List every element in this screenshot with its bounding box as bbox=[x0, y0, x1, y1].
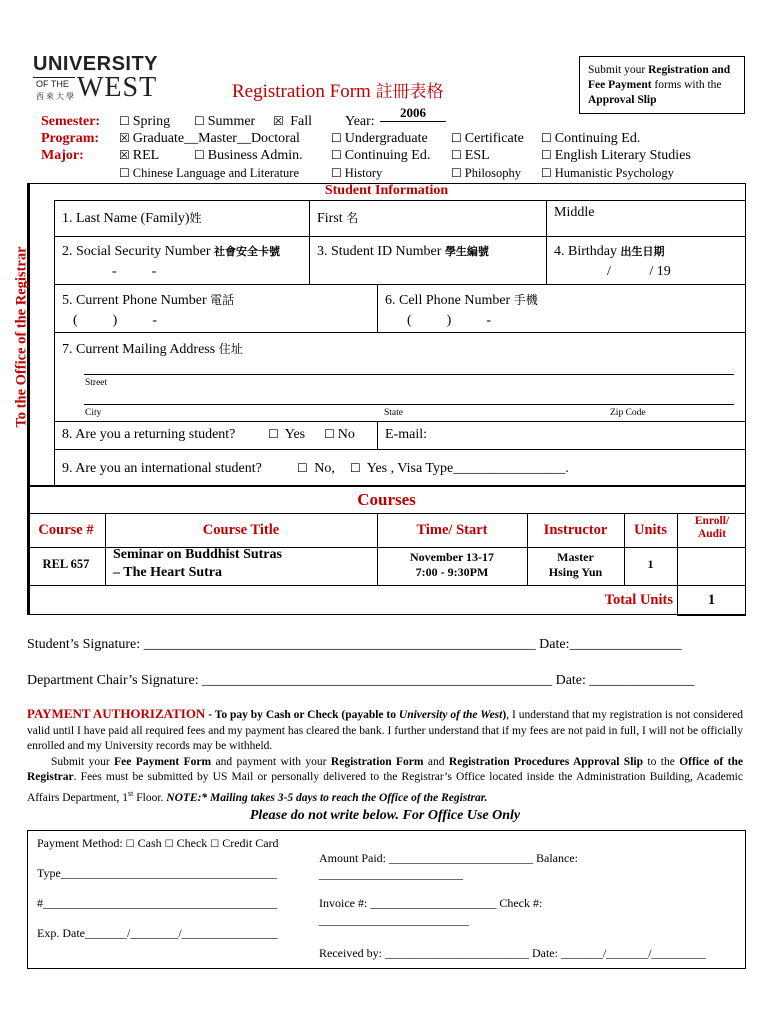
birthday-field[interactable] bbox=[554, 243, 665, 260]
last-name-label: 1. Last Name (Family) bbox=[62, 211, 190, 226]
course-title-line2: – The Heart Sutra bbox=[113, 565, 223, 580]
col-units: Units bbox=[633, 522, 668, 538]
english-checkbox[interactable]: ☐ bbox=[541, 148, 552, 162]
payment-p2-f: Registration Procedures Approval Slip bbox=[448, 755, 643, 768]
semester-label: Semester: bbox=[41, 114, 101, 129]
payment-p1-ital: University of the West bbox=[398, 709, 503, 721]
time-line2: 7:00 - 9:30PM bbox=[415, 565, 489, 579]
major-continuing-checkbox[interactable]: ☐ bbox=[331, 148, 342, 162]
psychology-label: Humanistic Psychology bbox=[554, 166, 674, 180]
student-id-label: 3. Student ID Number bbox=[317, 244, 442, 259]
returning-yes-checkbox[interactable]: ☐ bbox=[268, 427, 279, 441]
address-field-label bbox=[62, 340, 243, 358]
international-label: 9. Are you an international student? bbox=[62, 461, 262, 476]
philosophy-checkbox[interactable]: ☐ bbox=[451, 166, 462, 180]
philosophy-label: Philosophy bbox=[464, 166, 522, 180]
divider bbox=[309, 200, 310, 284]
col-course-title: Course Title bbox=[202, 522, 280, 538]
divider bbox=[54, 200, 746, 201]
fall-checkbox[interactable]: ☒ bbox=[273, 114, 284, 128]
payment-p2-c: and payment with your bbox=[211, 755, 331, 768]
street-label: Street bbox=[85, 378, 108, 388]
payment-heading: PAYMENT AUTHORIZATION bbox=[27, 706, 206, 721]
major-esl[interactable] bbox=[451, 148, 490, 164]
program-undergraduate[interactable] bbox=[331, 131, 428, 147]
first-name-label: First bbox=[317, 211, 343, 226]
phone-format: ( ) - bbox=[73, 313, 157, 328]
payment-p2-e: and bbox=[423, 755, 449, 768]
email-field[interactable] bbox=[385, 427, 427, 443]
logo-ofthe-text: OF THE bbox=[36, 79, 69, 89]
chinese-checkbox[interactable]: ☐ bbox=[119, 166, 130, 180]
psychology-checkbox[interactable]: ☐ bbox=[541, 166, 552, 180]
payment-p2-i: . Fees must be submitted by US Mail or personally delivered to the Registrar’s Office located inside the Administration Building, Academic Affairs Department, 1 bbox=[27, 771, 743, 804]
divider bbox=[546, 200, 547, 284]
middle-name-field[interactable] bbox=[554, 205, 594, 221]
fall-label: Fall bbox=[290, 114, 313, 129]
program-label: Program: bbox=[41, 131, 100, 146]
divider bbox=[54, 200, 55, 485]
note-bold-1: Registration and Fee Payment bbox=[588, 64, 731, 91]
instructor-line2: Hsing Yun bbox=[548, 565, 603, 579]
divider bbox=[27, 585, 746, 586]
returning-no-checkbox[interactable]: ☐ bbox=[324, 427, 335, 441]
registrar-side-label bbox=[6, 234, 38, 439]
divider bbox=[27, 513, 746, 514]
major-rel[interactable] bbox=[119, 148, 159, 164]
year-field[interactable]: 2006 bbox=[380, 105, 446, 122]
col-time: Time/ Start bbox=[416, 522, 488, 538]
divider bbox=[377, 284, 378, 332]
business-label: Business Admin. bbox=[207, 148, 303, 163]
divider bbox=[54, 236, 746, 237]
divider bbox=[54, 421, 746, 422]
university-logo bbox=[33, 53, 173, 105]
col-course-num: Course # bbox=[38, 522, 94, 538]
semester-summer[interactable] bbox=[194, 114, 255, 130]
city-state-zip-line[interactable] bbox=[84, 404, 734, 405]
number-field[interactable]: #_______________________________________ bbox=[37, 896, 277, 910]
year-label: Year: bbox=[345, 114, 375, 129]
email-label: E-mail: bbox=[385, 427, 427, 442]
form-title-en: Registration Form bbox=[232, 81, 371, 102]
first-name-cn: 名 bbox=[346, 211, 359, 225]
note-text-2: forms with the bbox=[651, 79, 722, 91]
returning-no[interactable] bbox=[324, 427, 355, 443]
city-label: City bbox=[85, 408, 102, 418]
international-no-label: No, bbox=[314, 461, 335, 476]
course-title-line1: Seminar on Buddhist Sutras bbox=[113, 547, 282, 562]
divider bbox=[377, 421, 378, 449]
total-units-value: 1 bbox=[707, 592, 716, 608]
certificate-label: Certificate bbox=[464, 131, 524, 146]
phone-label: 5. Current Phone Number bbox=[62, 293, 207, 308]
certificate-checkbox[interactable]: ☐ bbox=[451, 131, 462, 145]
ssn-cn: 社會安全卡號 bbox=[214, 245, 281, 258]
payment-p1-bold-end: ) bbox=[502, 709, 507, 721]
exp-date-field[interactable]: Exp. Date_______/________/________________ bbox=[37, 926, 278, 940]
history-checkbox[interactable]: ☐ bbox=[331, 166, 342, 180]
continuing-checkbox[interactable]: ☐ bbox=[541, 131, 552, 145]
cash-label: Cash bbox=[137, 836, 162, 850]
continuing-label: Continuing Ed. bbox=[554, 131, 641, 146]
student-id-cn: 學生編號 bbox=[444, 245, 489, 258]
instructor-line1: Master bbox=[557, 550, 594, 564]
international-no-checkbox[interactable]: ☐ bbox=[297, 461, 308, 475]
esl-checkbox[interactable]: ☐ bbox=[451, 148, 462, 162]
semester-row bbox=[41, 114, 100, 130]
form-title bbox=[232, 77, 444, 103]
returning-yes[interactable] bbox=[268, 427, 305, 443]
summer-label: Summer bbox=[207, 114, 256, 129]
received-by-field[interactable]: Received by: ________________________ Date: _______/_______/_________ bbox=[319, 946, 706, 960]
phone-cn: 電話 bbox=[210, 293, 235, 307]
international-yes[interactable] bbox=[350, 461, 569, 477]
cell-cn: 手機 bbox=[513, 293, 538, 307]
payment-p2-b: Fee Payment Form bbox=[114, 755, 212, 768]
chair-signature-line[interactable]: Department Chair’s Signature: __________________________________________________ Date: _______________ bbox=[27, 673, 695, 688]
international-yes-label: Yes , Visa Type________________. bbox=[366, 461, 569, 476]
payment-method bbox=[37, 836, 279, 851]
first-name-field[interactable] bbox=[317, 209, 358, 227]
col-enroll: Enroll/ Audit bbox=[694, 515, 730, 540]
rel-label: REL bbox=[132, 148, 160, 163]
total-units-label: Total Units bbox=[604, 592, 673, 608]
street-line[interactable] bbox=[84, 374, 734, 375]
major-history[interactable] bbox=[331, 166, 382, 181]
returning-yes-label: Yes bbox=[284, 427, 306, 442]
returning-label: 8. Are you a returning student? bbox=[62, 427, 236, 442]
ssn-field[interactable] bbox=[62, 243, 280, 260]
office-use-title: Please do not write below. For Office Use Only bbox=[249, 808, 521, 823]
cell-format: ( ) - bbox=[407, 313, 491, 328]
semester-fall[interactable] bbox=[273, 114, 312, 130]
major-continuing-label: Continuing Ed. bbox=[344, 148, 431, 163]
units-cell: 1 bbox=[647, 557, 654, 571]
semester-spring[interactable] bbox=[119, 114, 170, 130]
check-checkbox[interactable]: ☐ bbox=[164, 839, 174, 850]
returning-no-label: No bbox=[337, 427, 355, 442]
logo-west-text: WEST bbox=[77, 72, 158, 103]
invoice-field[interactable]: Invoice #: _____________________ Check #: bbox=[319, 896, 543, 910]
major-philosophy[interactable] bbox=[451, 166, 521, 181]
time-line1: November 13-17 bbox=[409, 550, 495, 564]
state-label: State bbox=[384, 408, 403, 418]
amount-paid-field[interactable]: Amount Paid: ________________________ Balance: bbox=[319, 851, 578, 865]
phone-field[interactable] bbox=[62, 291, 234, 309]
payment-authorization bbox=[27, 706, 743, 806]
graduate-checkbox[interactable]: ☒ bbox=[119, 131, 130, 145]
program-continuing[interactable] bbox=[541, 131, 640, 147]
payment-dash: - bbox=[205, 709, 215, 721]
logo-divider bbox=[33, 77, 75, 78]
birthday-format: / / 19 bbox=[607, 264, 671, 279]
cell-label: 6. Cell Phone Number bbox=[385, 293, 511, 308]
payment-p2-d: Registration Form bbox=[330, 755, 424, 768]
cash-checkbox[interactable]: ☐ bbox=[125, 839, 135, 850]
note-text-1: Submit your bbox=[588, 64, 649, 76]
spring-label: Spring bbox=[132, 114, 171, 129]
form-title-cn: 註冊表格 bbox=[375, 82, 444, 102]
courses-heading: Courses bbox=[357, 490, 416, 509]
check-number-field[interactable]: _________________________ bbox=[319, 913, 469, 927]
type-field[interactable]: Type____________________________________ bbox=[37, 866, 277, 880]
major-business[interactable] bbox=[194, 148, 303, 164]
program-graduate[interactable] bbox=[119, 131, 300, 147]
ssn-format: - - bbox=[112, 264, 157, 279]
divider bbox=[54, 284, 746, 285]
history-label: History bbox=[344, 166, 383, 180]
logo-university-text: UNIVERSITY bbox=[33, 53, 159, 75]
course-num-cell: REL 657 bbox=[42, 557, 90, 571]
payment-note: NOTE:* Mailing takes 3-5 days to reach the Office of the Registrar. bbox=[166, 791, 488, 804]
credit-card-checkbox[interactable]: ☐ bbox=[210, 839, 220, 850]
student-signature-line[interactable]: Student’s Signature: ________________________________________________________ Date:________________ bbox=[27, 637, 682, 652]
undergraduate-checkbox[interactable]: ☐ bbox=[331, 131, 342, 145]
address-label: 7. Current Mailing Address bbox=[62, 342, 216, 357]
payment-p2-j: Floor. bbox=[133, 791, 167, 804]
major-english[interactable] bbox=[541, 148, 691, 164]
registrar-side-text: To the Office of the Registrar bbox=[13, 245, 30, 428]
program-certificate[interactable] bbox=[451, 131, 524, 147]
rel-checkbox[interactable]: ☒ bbox=[119, 148, 130, 162]
international-question bbox=[62, 461, 262, 477]
returning-student-question bbox=[62, 427, 235, 443]
submission-note bbox=[579, 56, 745, 114]
middle-name-label: Middle bbox=[554, 205, 595, 220]
birthday-label: 4. Birthday bbox=[554, 244, 617, 259]
payment-method-label: Payment Method: bbox=[37, 836, 126, 850]
payment-p2-a: Submit your bbox=[51, 755, 115, 768]
logo-chinese-text: 西 來 大 學 bbox=[36, 92, 74, 101]
address-cn: 住址 bbox=[218, 342, 243, 356]
payment-p2-g: to the bbox=[642, 755, 680, 768]
check-label: Check bbox=[176, 836, 208, 850]
balance-field[interactable]: ________________________ bbox=[319, 867, 463, 881]
international-no[interactable] bbox=[297, 461, 335, 477]
major-continuing[interactable] bbox=[331, 148, 430, 164]
business-checkbox[interactable]: ☐ bbox=[194, 148, 205, 162]
major-label: Major: bbox=[41, 148, 84, 163]
payment-p2-sup: st bbox=[128, 788, 134, 798]
undergraduate-label: Undergraduate bbox=[344, 131, 428, 146]
student-info-heading: Student Information bbox=[324, 183, 449, 198]
payment-p1-bold: To pay by Cash or Check (payable to bbox=[214, 709, 399, 721]
summer-checkbox[interactable]: ☐ bbox=[194, 114, 205, 128]
note-bold-2: Approval Slip bbox=[588, 94, 657, 106]
english-label: English Literary Studies bbox=[554, 148, 691, 163]
divider bbox=[677, 615, 746, 616]
international-yes-checkbox[interactable]: ☐ bbox=[350, 461, 361, 475]
last-name-field[interactable] bbox=[62, 209, 202, 227]
ssn-label: 2. Social Security Number bbox=[62, 244, 211, 259]
col-instructor: Instructor bbox=[543, 522, 608, 538]
divider bbox=[54, 332, 746, 333]
spring-checkbox[interactable]: ☐ bbox=[119, 114, 130, 128]
student-id-field[interactable] bbox=[317, 243, 489, 260]
chinese-label: Chinese Language and Literature bbox=[132, 166, 300, 180]
zip-label: Zip Code bbox=[610, 408, 646, 418]
cell-field[interactable] bbox=[385, 291, 538, 309]
divider bbox=[27, 485, 746, 487]
payment-p2-h: Office of the Registrar bbox=[27, 755, 743, 783]
major-psychology[interactable] bbox=[541, 166, 674, 181]
divider bbox=[54, 449, 746, 450]
graduate-label: Graduate__Master__Doctoral bbox=[132, 131, 300, 146]
esl-label: ESL bbox=[464, 148, 490, 163]
last-name-cn: 姓 bbox=[189, 211, 202, 225]
payment-p1-rest: , I understand that my registration is not considered valid until I have paid all required fees and my payment has cleared the bank. I further understand that if my fees are not paid in full, I will not be officially enrolled and my University records may be withheld. bbox=[27, 709, 743, 752]
credit-card-label: Credit Card bbox=[222, 836, 279, 850]
major-chinese[interactable] bbox=[119, 166, 299, 181]
birthday-cn: 出生日期 bbox=[620, 245, 665, 258]
